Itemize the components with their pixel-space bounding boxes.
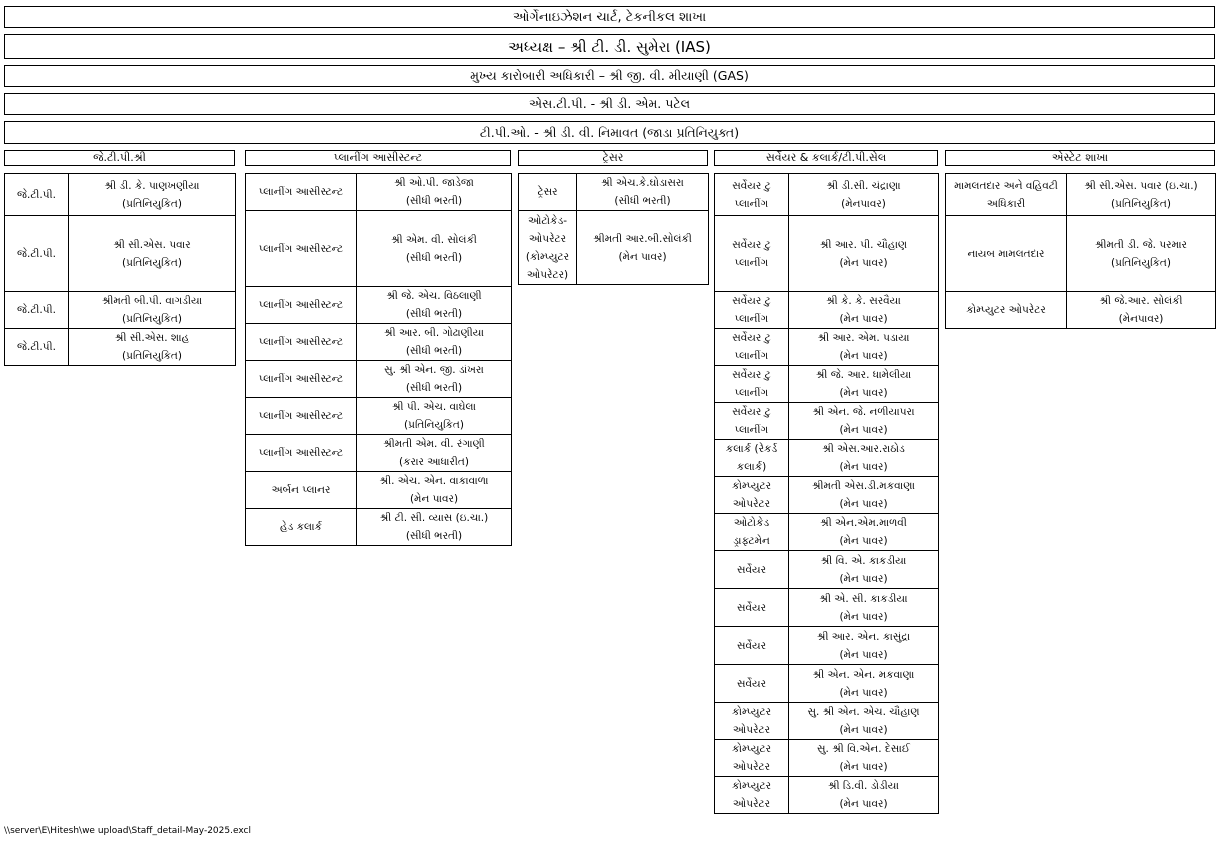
employee-name: શ્રી જે. આર. ધામેલીયા: [815, 369, 912, 381]
designation-cell: પ્લાનીંગ આસીસ્ટન્ટ: [246, 324, 357, 361]
employee-cell: [1067, 216, 1216, 292]
appointment-type: (મેન પાવર): [839, 256, 888, 269]
staff-table: [518, 173, 709, 285]
employee-cell: [357, 324, 512, 361]
employee-name: સુ. શ્રી વિ.એન. દેસાઈ: [817, 743, 910, 755]
employee-name: શ્રી આર. એન. કાસુંદ્રા: [816, 630, 911, 643]
employee-name: શ્રીમતી એસ.ડી.મકવાણા: [812, 480, 915, 492]
table-row: [715, 703, 939, 740]
section-title: એસ્ટેટ શાખા: [945, 150, 1215, 166]
employee-cell: [357, 174, 512, 211]
designation-cell: જે.ટી.પી.: [5, 216, 69, 292]
table-row: [715, 551, 939, 589]
employee-cell: [789, 403, 939, 440]
section-title: ટ્રેસર: [518, 150, 708, 166]
appointment-type: (સીધી ભરતી): [405, 308, 463, 320]
employee-cell: [789, 777, 939, 814]
footer-file-path: \\server\E\Hitesh\we upload\Staff_detail-May-2025.excl: [4, 826, 251, 836]
employee-name: શ્રી આર. બી. ગોઢાણીયા: [384, 327, 484, 339]
appointment-type: (સીધી ભરતી): [405, 382, 463, 394]
section-column: [945, 150, 1215, 329]
employee-cell: [357, 435, 512, 472]
table-row: [246, 324, 512, 361]
table-row: [715, 329, 939, 366]
table-row: [715, 665, 939, 703]
appointment-type: (પ્રતિનિયુકિત): [1111, 256, 1171, 269]
appointment-type: (મેન પાવર): [409, 493, 459, 505]
designation-cell: કોમ્પ્યુટર ઓપરેટર: [715, 477, 789, 514]
employee-cell: [357, 211, 512, 287]
table-row: [5, 329, 236, 366]
appointment-type: (મેન પાવર): [839, 498, 888, 510]
employee-name: શ્રી એન. એન. મકવાણા: [812, 668, 915, 681]
staff-table: [945, 173, 1216, 329]
employee-cell: [789, 665, 939, 703]
employee-name: સુ. શ્રી એન. જી. ડાંખરા: [384, 364, 484, 376]
employee-name: શ્રી ડિ.વી. ડોડીયા: [828, 780, 899, 792]
employee-name: શ્રી જે.આર. સોલંકી: [1099, 295, 1183, 307]
employee-name: શ્રી એન. જે. નળીયાપરા: [812, 406, 915, 418]
employee-cell: [789, 440, 939, 477]
employee-name: શ્રીમતી એમ. વી. રંગાણી: [383, 438, 485, 450]
appointment-type: (મેન પાવર): [839, 424, 888, 436]
tpo-title: ટી.પી.ઓ. - શ્રી ડી. વી. નિમાવત (જાડા પ્રતિનિયુક્ત): [4, 121, 1215, 144]
employee-cell: [789, 627, 939, 665]
employee-cell: [357, 472, 512, 509]
table-row: [519, 174, 709, 211]
employee-name: શ્રી સી.એસ. શાહ: [114, 332, 190, 344]
designation-cell: અર્બન પ્લાનર: [246, 472, 357, 509]
table-row: [946, 174, 1216, 216]
appointment-type: (પ્રતિનિયુકિત): [404, 419, 464, 431]
table-row: [246, 398, 512, 435]
employee-name: શ્રી જે. એચ. વિઠલાણી: [386, 290, 482, 302]
table-row: [715, 174, 939, 216]
section-column: [714, 150, 938, 814]
employee-cell: [577, 174, 709, 211]
employee-cell: [357, 398, 512, 435]
employee-cell: [789, 740, 939, 777]
table-row: [715, 366, 939, 403]
designation-cell: પ્લાનીંગ આસીસ્ટન્ટ: [246, 398, 357, 435]
table-row: [715, 292, 939, 329]
employee-cell: [69, 174, 236, 216]
employee-name: શ્રી પી. એચ. વાઘેલા: [391, 401, 477, 413]
appointment-type: (મેન પાવર): [839, 724, 888, 736]
appointment-type: (મેન પાવર): [839, 461, 888, 473]
section-column: [245, 150, 511, 546]
employee-cell: [789, 514, 939, 551]
employee-cell: [1067, 174, 1216, 216]
designation-cell: પ્લાનીંગ આસીસ્ટન્ટ: [246, 211, 357, 287]
table-row: [5, 216, 236, 292]
designation-cell: જે.ટી.પી.: [5, 329, 69, 366]
employee-name: શ્રીમતી ડી. જે. પરમાર: [1095, 238, 1187, 251]
employee-cell: [789, 292, 939, 329]
designation-cell: સર્વેયર ટુ પ્લાનીંગ: [715, 174, 789, 216]
employee-name: શ્રી ઓ.પી. જાડેજા: [394, 177, 474, 189]
designation-cell: સર્વેયર: [715, 589, 789, 627]
section-column: [4, 150, 235, 366]
designation-cell: કલાર્ક (રેકર્ડ કલાર્ક): [715, 440, 789, 477]
designation-cell: ઓટોકેડ-ઓપરેટર (કોમ્પ્યુટર ઓપરેટર): [519, 211, 577, 285]
designation-cell: જે.ટી.પી.: [5, 292, 69, 329]
staff-table: [4, 173, 236, 366]
designation-cell: સર્વેયર ટુ પ્લાનીંગ: [715, 329, 789, 366]
appointment-type: (સીધી ભરતી): [614, 195, 671, 207]
table-row: [5, 174, 236, 216]
employee-name: શ્રી એન.એમ.માળવી: [820, 517, 907, 529]
appointment-type: (મેન પાવર): [839, 350, 888, 362]
table-row: [246, 472, 512, 509]
appointment-type: (સીધી ભરતી): [405, 195, 463, 207]
table-row: [715, 477, 939, 514]
employee-cell: [69, 216, 236, 292]
employee-name: શ્રી આર. પી. ચૌહાણ: [819, 238, 908, 251]
appointment-type: (કરાર આધારીત): [399, 456, 469, 468]
employee-name: શ્રી એચ.કે.ઘોડાસરા: [601, 177, 684, 189]
appointment-type: (મેનપાવર): [841, 197, 886, 210]
employee-name: શ્રી એમ. વી. સોલંકી: [391, 233, 477, 246]
designation-cell: પ્લાનીંગ આસીસ્ટન્ટ: [246, 287, 357, 324]
designation-cell: કોમ્પ્યુટર ઓપરેટર: [715, 740, 789, 777]
section-column: [518, 150, 708, 285]
designation-cell: સર્વેયર ટુ પ્લાનીંગ: [715, 292, 789, 329]
appointment-type: (મેન પાવર): [839, 648, 888, 661]
table-row: [715, 740, 939, 777]
table-row: [715, 627, 939, 665]
employee-name: શ્રી ટી. સી. વ્યાસ (ઇ.ચા.): [379, 512, 489, 524]
appointment-type: (સીધી ભરતી): [405, 345, 463, 357]
designation-cell: મામલતદાર અને વહિવટી અધિકારી: [946, 174, 1067, 216]
employee-cell: [789, 329, 939, 366]
employee-name: શ્રી ડી. કે. પાણખણીયા: [104, 179, 200, 192]
appointment-type: (પ્રતિનિયુકિત): [122, 197, 182, 210]
employee-cell: [69, 292, 236, 329]
designation-cell: સર્વેયર ટુ પ્લાનીંગ: [715, 366, 789, 403]
table-row: [246, 509, 512, 546]
designation-cell: સર્વેયર: [715, 551, 789, 589]
table-row: [715, 440, 939, 477]
designation-cell: પ્લાનીંગ આસીસ્ટન્ટ: [246, 361, 357, 398]
employee-name: શ્રીમતી બી.પી. વાગડીયા: [101, 295, 203, 307]
employee-cell: [789, 703, 939, 740]
employee-name: શ્રી કે. કે. સરવૈયા: [826, 295, 901, 307]
table-row: [715, 403, 939, 440]
employee-cell: [1067, 292, 1216, 329]
employee-name: શ્રી સી.એસ. પવાર (ઇ.ચા.): [1084, 179, 1198, 192]
designation-cell: કોમ્પ્યુટર ઓપરેટર: [715, 703, 789, 740]
employee-cell: [789, 366, 939, 403]
appointment-type: (મેનપાવર): [1118, 313, 1164, 325]
table-row: [519, 211, 709, 285]
appointment-type: (મેન પાવર): [839, 313, 888, 325]
employee-cell: [789, 216, 939, 292]
employee-cell: [357, 287, 512, 324]
appointment-type: (મેન પાવર): [839, 686, 888, 699]
employee-cell: [69, 329, 236, 366]
table-row: [946, 216, 1216, 292]
designation-cell: સર્વેયર ટુ પ્લાનીંગ: [715, 403, 789, 440]
staff-table: [245, 173, 512, 546]
stp-title: એસ.ટી.પી. - શ્રી ડી. એમ. પટેલ: [4, 93, 1215, 115]
appointment-type: (પ્રતિનિયુકિત): [1111, 197, 1171, 210]
table-row: [715, 216, 939, 292]
designation-cell: કોમ્પ્યુટર ઓપરેટર: [946, 292, 1067, 329]
org-chart-title: ઓર્ગેનાઇઝેશન ચાર્ટ, ટેકનીકલ શાખા: [4, 6, 1215, 28]
chairman-title: અધ્યક્ષ – શ્રી ટી. ડી. સુમેરા (IAS): [4, 34, 1215, 59]
appointment-type: (મેન પાવર): [839, 798, 888, 810]
employee-name: શ્રી એસ.આર.રાઠોડ: [822, 443, 905, 455]
employee-name: શ્રી આર. એમ. પડાયા: [817, 332, 910, 344]
employee-name: શ્રી ડી.સી. ચંદ્રાણા: [826, 179, 901, 192]
table-row: [246, 435, 512, 472]
designation-cell: પ્લાનીંગ આસીસ્ટન્ટ: [246, 435, 357, 472]
employee-cell: [789, 477, 939, 514]
appointment-type: (પ્રતિનિયુકિત): [122, 256, 182, 269]
section-title: પ્લાનીંગ આસીસ્ટન્ટ: [245, 150, 511, 166]
designation-cell: જે.ટી.પી.: [5, 174, 69, 216]
table-row: [5, 292, 236, 329]
table-row: [715, 589, 939, 627]
employee-name: સુ. શ્રી એન. એચ. ચૌહાણ: [807, 706, 920, 718]
designation-cell: સર્વેયર: [715, 627, 789, 665]
employee-name: શ્રી વિ. એ. કાકડીયા: [820, 554, 907, 567]
designation-cell: ટ્રેસર: [519, 174, 577, 211]
table-row: [246, 361, 512, 398]
designation-cell: સર્વેયર: [715, 665, 789, 703]
table-row: [715, 514, 939, 551]
employee-name: શ્રી સી.એસ. પવાર: [113, 238, 191, 251]
designation-cell: પ્લાનીંગ આસીસ્ટન્ટ: [246, 174, 357, 211]
section-title: સર્વેયર & કલાર્ક/ટી.પી.સેલ: [714, 150, 938, 166]
appointment-type: (મેન પાવર): [839, 761, 888, 773]
table-row: [246, 174, 512, 211]
section-title: જે.ટી.પી.શ્રી: [4, 150, 235, 166]
employee-cell: [789, 551, 939, 589]
employee-cell: [357, 361, 512, 398]
employee-cell: [357, 509, 512, 546]
appointment-type: (પ્રતિનિયુકિત): [122, 350, 182, 362]
table-row: [246, 211, 512, 287]
appointment-type: (સીધી ભરતી): [405, 251, 463, 264]
designation-cell: ઓટોકેડ ડ્રાફ્ટમેન: [715, 514, 789, 551]
employee-cell: [577, 211, 709, 285]
appointment-type: (મેન પાવર): [839, 610, 888, 623]
employee-cell: [789, 589, 939, 627]
designation-cell: હેડ કલાર્ક: [246, 509, 357, 546]
table-row: [946, 292, 1216, 329]
staff-table: [714, 173, 939, 814]
employee-name: શ્રી એ. સી. કાકડીયા: [819, 592, 908, 605]
appointment-type: (મેન પાવર): [839, 387, 888, 399]
table-row: [715, 777, 939, 814]
designation-cell: નાયબ મામલતદાર: [946, 216, 1067, 292]
appointment-type: (મેન પાવર): [618, 250, 667, 263]
appointment-type: (મેન પાવર): [839, 572, 888, 585]
designation-cell: સર્વેયર ટુ પ્લાનીંગ: [715, 216, 789, 292]
employee-name: શ્રીમતી આર.બી.સોલંકી: [593, 232, 692, 245]
table-row: [246, 287, 512, 324]
designation-cell: કોમ્પ્યુટર ઓપરેટર: [715, 777, 789, 814]
employee-name: શ્રી. એચ. એન. વાકાવાળા: [379, 475, 489, 487]
appointment-type: (પ્રતિનિયુકિત): [122, 313, 182, 325]
employee-cell: [789, 174, 939, 216]
ceo-title: મુખ્ય કારોબારી અધિકારી – શ્રી જી. વી. મીયાણી (GAS): [4, 65, 1215, 87]
appointment-type: (મેન પાવર): [839, 535, 888, 547]
appointment-type: (સીધી ભરતી): [405, 530, 463, 542]
